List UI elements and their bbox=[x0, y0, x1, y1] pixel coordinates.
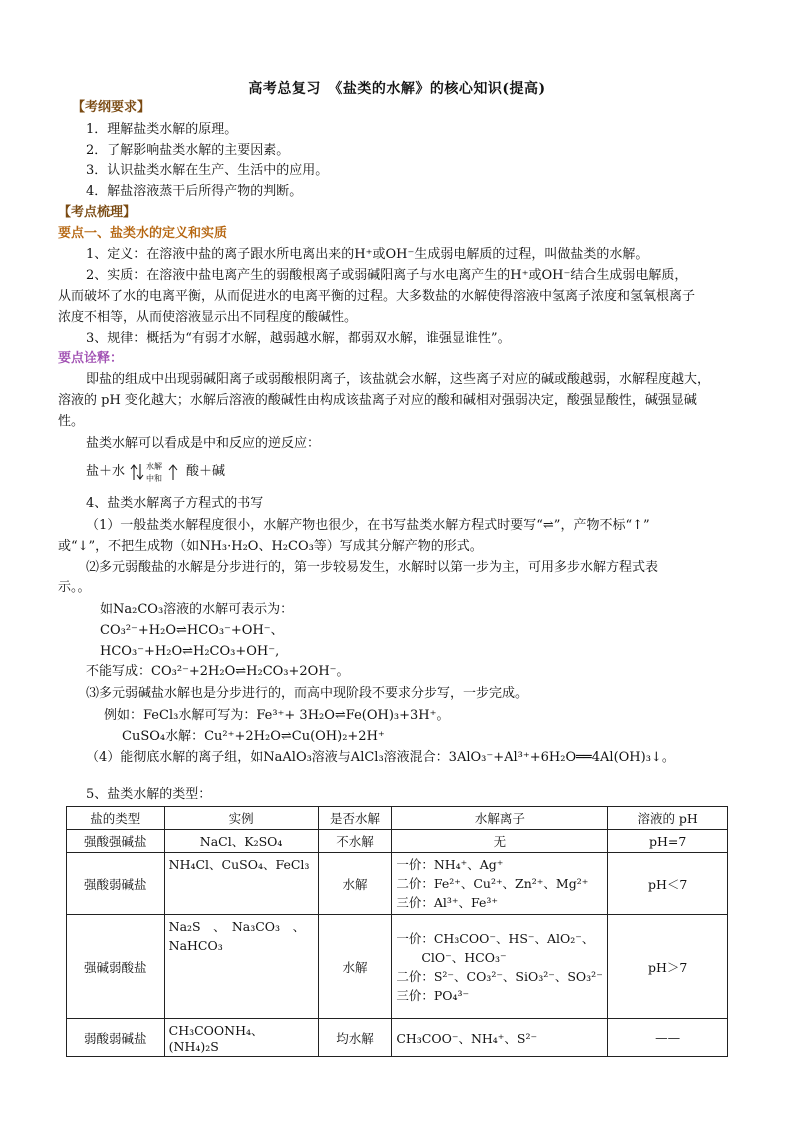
example-cell bbox=[164, 915, 318, 1019]
column-header: 是否水解 bbox=[318, 807, 392, 830]
salt-type-cell: 强碱弱酸盐 bbox=[67, 915, 165, 1019]
point4-text: 或“↓”，不把生成物（如NH₃·H₂O、H₂CO₃等）写成其分解产物的形式。 bbox=[58, 539, 483, 554]
example-cell: CH₃COONH₄、(NH₄)₂S bbox=[164, 1019, 318, 1057]
example-line: Na₂S 、 Na₃CO₃ 、 bbox=[168, 919, 306, 934]
neutralization-right: 酸＋碱 bbox=[186, 464, 226, 479]
syllabus-item: 3．认识盐类水解在生产、生活中的应用。 bbox=[86, 163, 329, 178]
page-title: 高考总复习 《盐类的水解》的核心知识(提高) bbox=[248, 81, 546, 97]
equation-line: HCO₃⁻+H₂O⇌H₂CO₃+OH⁻, bbox=[100, 644, 280, 659]
syllabus-item: 2．了解影响盐类水解的主要因素。 bbox=[86, 143, 290, 158]
column-header: 溶液的 pH bbox=[608, 807, 728, 830]
essence-text: 从而破坏了水的电离平衡，从而促进水的电离平衡的过程。大多数盐的水解使得溶液中氢离子浓度和氢氧根离子 bbox=[58, 289, 696, 304]
column-header: 盐的类型 bbox=[67, 807, 165, 830]
point4-text: （4）能彻底水解的离子组，如NaAlO₃溶液与AlCl₃溶液混合：3AlO₃⁻+Al³⁺+6H₂O══4Al(OH)₃↓。 bbox=[86, 750, 675, 765]
example-cell: NaCl、K₂SO₄ bbox=[164, 830, 318, 853]
hydrolysis-cell: 水解 bbox=[318, 853, 392, 915]
example-line: NH₄Cl、CuSO₄、FeCl₃ bbox=[168, 857, 310, 872]
definition-text: 1、定义：在溶液中盐的离子跟水所电离出来的H⁺或OH⁻生成弱电解质的过程，叫做盐类的水解。 bbox=[86, 247, 649, 262]
ph-cell: pH=7 bbox=[608, 830, 728, 853]
ph-cell: pH＞7 bbox=[608, 915, 728, 1019]
salt-type-cell: 强酸弱碱盐 bbox=[67, 853, 165, 915]
ion-line: 三价：PO₄³⁻ bbox=[396, 987, 470, 1003]
syllabus-item: 1．理解盐类水解的原理。 bbox=[86, 122, 238, 137]
salt-type-cell: 弱酸弱碱盐 bbox=[67, 1019, 165, 1057]
explain-text: 盐类水解可以看成是中和反应的逆反应： bbox=[86, 436, 321, 451]
syllabus-item: 4．解盐溶液蒸干后所得产物的判断。 bbox=[86, 184, 303, 199]
point4-text: 示。。 bbox=[58, 580, 91, 595]
column-header: 实例 bbox=[164, 807, 318, 830]
salt-type-cell: 强酸强碱盐 bbox=[67, 830, 165, 853]
ions-cell bbox=[392, 915, 608, 1019]
explain-heading: 要点诠释： bbox=[58, 351, 124, 366]
equation-line: 不能写成：CO₃²⁻+2H₂O⇌H₂CO₃+2OH⁻。 bbox=[86, 664, 350, 679]
neutralize-label: 中和 bbox=[146, 474, 162, 483]
equation-line: CO₃²⁻+H₂O⇌HCO₃⁻+OH⁻、 bbox=[100, 623, 284, 638]
topics-heading: 【考点梳理】 bbox=[58, 205, 137, 220]
ion-line: 二价：S²⁻、CO₃²⁻、SiO₃²⁻、SO₃²⁻ bbox=[396, 968, 603, 984]
ion-line: 三价：Al³⁺、Fe³⁺ bbox=[396, 895, 498, 910]
explain-text: 即盐的组成中出现弱碱阳离子或弱酸根阴离子，该盐就会水解，这些离子对应的碱或酸越弱，水解程度越大， bbox=[86, 372, 711, 387]
explain-text: 性。 bbox=[58, 414, 85, 429]
point4-text: ⑵多元弱酸盐的水解是分步进行的，第一步较易发生，水解时以第一步为主，可用多步水解方程式表 bbox=[86, 560, 659, 575]
ion-line: 一价：CH₃COO⁻、HS⁻、AlO₂⁻、 bbox=[396, 930, 595, 946]
hydrolysis-label: 水解 bbox=[146, 462, 162, 471]
ions-cell: CH₃COO⁻、NH₄⁺、S²⁻ bbox=[392, 1019, 608, 1057]
column-header: 水解离子 bbox=[392, 807, 608, 830]
point1-heading: 要点一、盐类水的定义和实质 bbox=[58, 226, 228, 241]
table-row bbox=[67, 853, 728, 915]
rule-text: 3、规律：概括为“有弱才水解，越弱越水解，都弱双水解，谁强显谁性”。 bbox=[86, 331, 511, 346]
table-header-row bbox=[67, 807, 728, 830]
explain-text: 溶液的 pH 变化越大；水解后溶液的酸碱性由构成该盐离子对应的酸和碱相对强弱决定，酸强显酸性，碱强显碱 bbox=[58, 393, 697, 408]
ion-line: ClO⁻、HCO₃⁻ bbox=[396, 949, 507, 965]
example-cell bbox=[164, 853, 318, 915]
ions-cell: 无 bbox=[392, 830, 608, 853]
neutralization-left: 盐＋水 bbox=[86, 464, 126, 479]
point4-text: （1）一般盐类水解程度很小，水解产物也很少，在书写盐类水解方程式时要写“⇌”，产物不标“↑” bbox=[86, 518, 650, 533]
table-row bbox=[67, 1019, 728, 1057]
hydrolysis-types-table bbox=[66, 806, 728, 1057]
reverse-arrow-icon bbox=[166, 462, 180, 482]
hydrolysis-cell: 均水解 bbox=[318, 1019, 392, 1057]
essence-text: 2、实质：在溶液中盐电离产生的弱酸根离子或弱碱阳离子与水电离产生的H⁺或OH⁻结合生成弱电解质， bbox=[86, 268, 688, 283]
ions-cell bbox=[392, 853, 608, 915]
table-row bbox=[67, 915, 728, 1019]
point4-example: 如Na₂CO₃溶液的水解可表示为： bbox=[100, 602, 294, 617]
point4-heading: 4、盐类水解离子方程式的书写 bbox=[86, 496, 264, 511]
ph-cell: pH＜7 bbox=[608, 853, 728, 915]
equilibrium-arrow-icon bbox=[130, 462, 144, 482]
hydrolysis-cell: 不水解 bbox=[318, 830, 392, 853]
table-row bbox=[67, 830, 728, 853]
equation-line: 例如：FeCl₃水解可写为：Fe³⁺+ 3H₂O⇌Fe(OH)₃+3H⁺。 bbox=[104, 708, 450, 723]
ion-line: 一价：NH₄⁺、Ag⁺ bbox=[396, 857, 504, 872]
hydrolysis-cell: 水解 bbox=[318, 915, 392, 1019]
point4-text: ⑶多元弱碱盐水解也是分步进行的，而高中现阶段不要求分步写，一步完成。 bbox=[86, 686, 529, 701]
syllabus-heading: 【考纲要求】 bbox=[72, 100, 151, 115]
point5-heading: 5、盐类水解的类型： bbox=[86, 787, 212, 802]
essence-text: 浓度不相等，从而使溶液显示出不同程度的酸碱性。 bbox=[58, 310, 358, 325]
ion-line: 二价：Fe²⁺、Cu²⁺、Zn²⁺、Mg²⁺ bbox=[396, 876, 589, 891]
equation-line: CuSO₄水解：Cu²⁺+2H₂O⇌Cu(OH)₂+2H⁺ bbox=[122, 729, 385, 744]
ph-cell: —— bbox=[608, 1019, 728, 1057]
example-line: NaHCO₃ bbox=[168, 938, 223, 953]
